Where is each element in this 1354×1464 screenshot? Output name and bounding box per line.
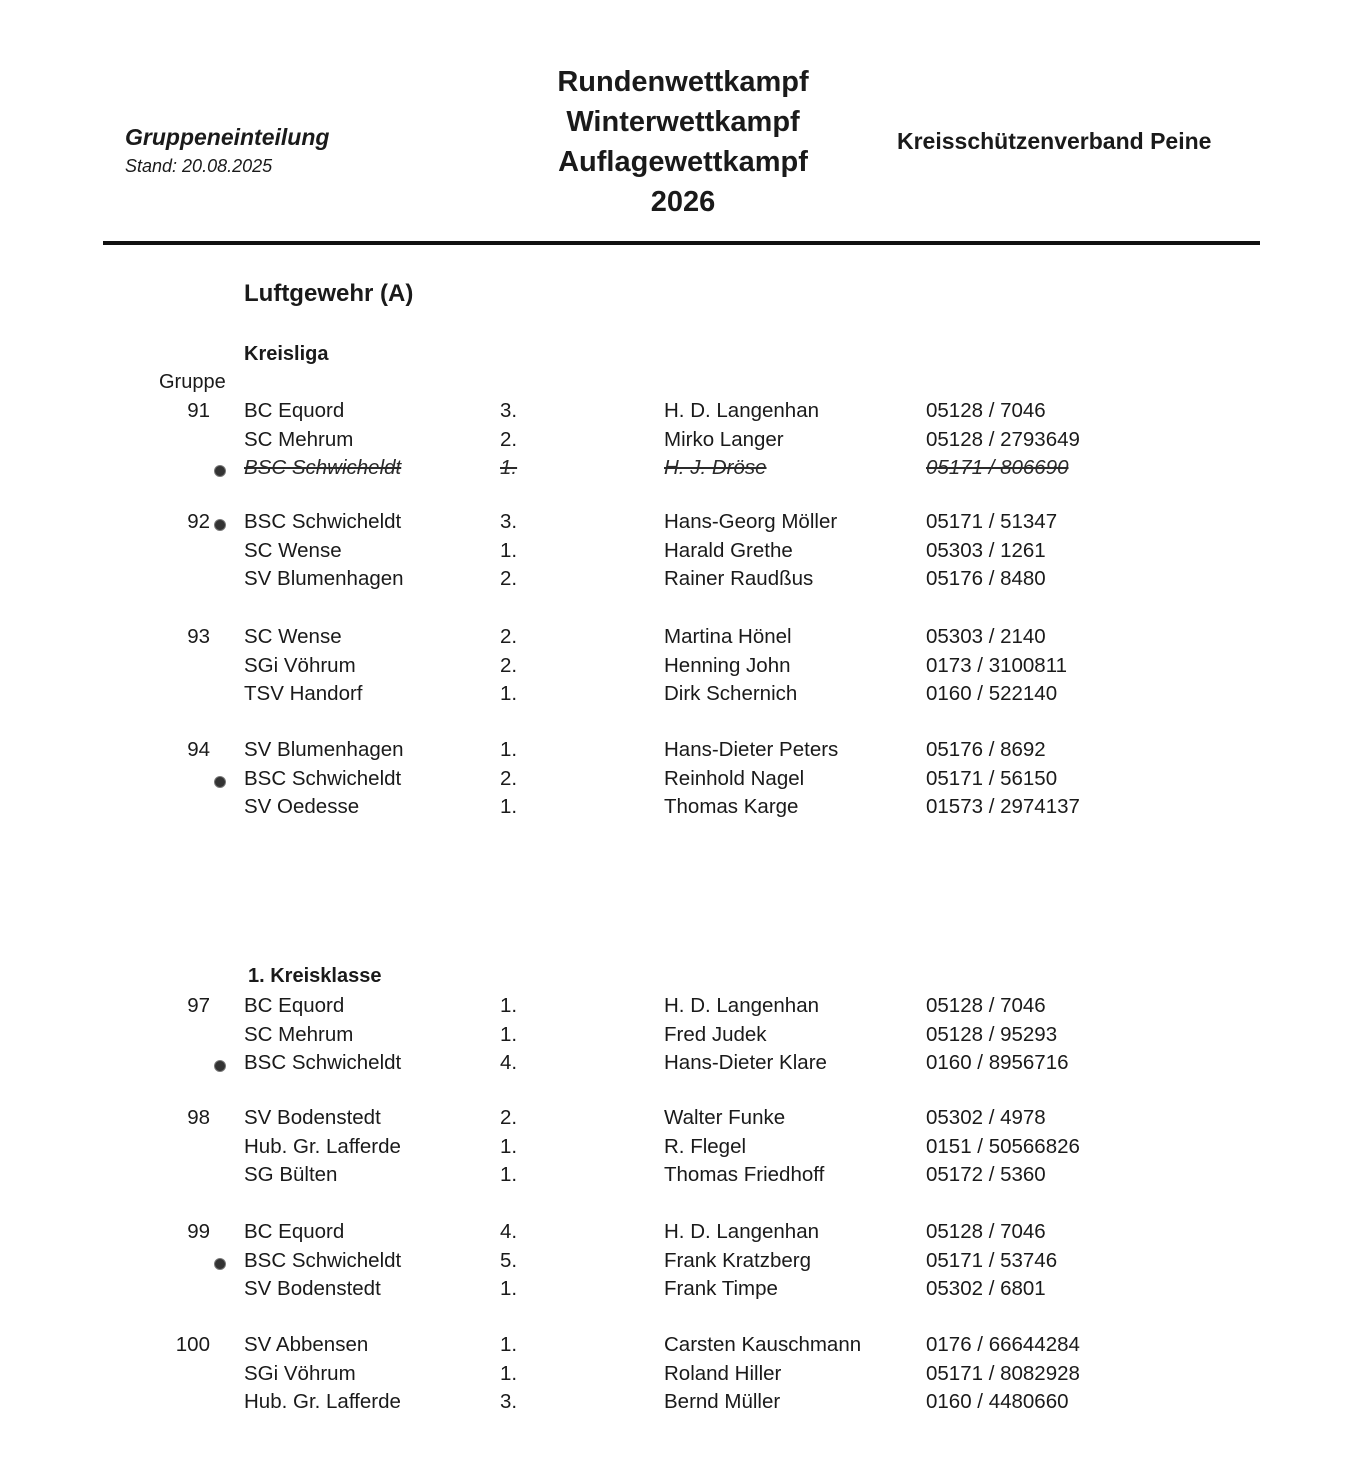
group-number: 94 [187, 738, 210, 761]
phone-number: 0160 / 4480660 [926, 1390, 1069, 1413]
contact-name: Hans-Georg Möller [664, 510, 838, 533]
header-divider [103, 241, 1260, 245]
contact-name: Henning John [664, 653, 791, 677]
table-row [0, 682, 1354, 710]
table-row [0, 1106, 1354, 1134]
phone-number: 05171 / 51347 [926, 510, 1058, 533]
table-row [0, 1051, 1354, 1079]
table-row [0, 994, 1354, 1022]
contact-name: Hans-Dieter Klare [664, 1051, 827, 1074]
phone-number: 0173 / 3100811 [926, 653, 1067, 677]
table-row [0, 567, 1354, 595]
phone-number: 05128 / 7046 [926, 1220, 1046, 1243]
team-name: SV Abbensen [244, 1333, 369, 1356]
table-row [0, 1249, 1354, 1277]
table-row [0, 767, 1354, 795]
team-name: SC Wense [244, 538, 342, 562]
page-title-line-3: Auflagewettkampf [558, 146, 808, 178]
phone-number: 05171 / 806690 [926, 456, 1069, 479]
group-number: 98 [187, 1106, 210, 1129]
team-name: BSC Schwicheldt [244, 766, 402, 790]
doc-subtitle: Gruppeneinteilung [125, 124, 330, 150]
contact-name: Martina Hönel [664, 625, 792, 648]
team-rank: 1. [500, 1022, 518, 1046]
table-row [0, 456, 1354, 484]
team-name: BC Equord [244, 1220, 345, 1243]
table-row [0, 1333, 1354, 1361]
phone-number: 05128 / 2793649 [926, 427, 1080, 451]
league-title: Kreisliga [244, 343, 329, 365]
bullet-dot-icon [214, 1060, 228, 1072]
status-date: Stand: 20.08.2025 [125, 156, 273, 176]
contact-name: H. D. Langenhan [664, 994, 820, 1017]
team-rank: 1. [500, 538, 518, 562]
section-title: Luftgewehr (A) [244, 280, 414, 307]
phone-number: 05176 / 8692 [926, 738, 1046, 761]
phone-number: 05303 / 2140 [926, 625, 1046, 648]
phone-number: 0160 / 8956716 [926, 1051, 1069, 1074]
team-name: BC Equord [244, 399, 345, 422]
phone-number: 05128 / 95293 [926, 1022, 1058, 1046]
team-name: BC Equord [244, 994, 345, 1017]
contact-name: Rainer Raudßus [664, 567, 814, 590]
phone-number: 05176 / 8480 [926, 567, 1046, 590]
contact-name: Thomas Friedhoff [664, 1163, 825, 1186]
group-number: 92 [187, 510, 210, 533]
contact-name: Frank Timpe [664, 1277, 778, 1300]
team-rank: 1. [500, 994, 518, 1017]
contact-name: Reinhold Nagel [664, 766, 805, 790]
contact-name: Dirk Schernich [664, 682, 798, 705]
team-rank: 2. [500, 625, 518, 648]
team-rank: 1. [500, 1333, 518, 1356]
league-title: 1. Kreisklasse [248, 965, 382, 987]
team-name: SGi Vöhrum [244, 1361, 356, 1385]
contact-name: Roland Hiller [664, 1361, 782, 1385]
phone-number: 05171 / 53746 [926, 1248, 1058, 1272]
phone-number: 05172 / 5360 [926, 1163, 1046, 1186]
table-row [0, 1023, 1354, 1051]
table-row [0, 1362, 1354, 1390]
phone-number: 05303 / 1261 [926, 538, 1046, 562]
table-row [0, 795, 1354, 823]
contact-name: Walter Funke [664, 1106, 786, 1129]
team-rank: 1. [500, 682, 518, 705]
group-column-label: Gruppe [159, 371, 226, 393]
team-rank: 2. [500, 567, 518, 590]
team-rank: 1. [500, 795, 518, 818]
team-rank: 5. [500, 1248, 518, 1272]
contact-name: Frank Kratzberg [664, 1248, 811, 1272]
bullet-dot-icon [214, 776, 228, 788]
team-name: BSC Schwicheldt [244, 510, 402, 533]
team-rank: 2. [500, 766, 518, 790]
team-name: SGi Vöhrum [244, 653, 356, 677]
team-name: TSV Handorf [244, 682, 363, 705]
team-name: BSC Schwicheldt [244, 456, 402, 479]
contact-name: H. D. Langenhan [664, 399, 820, 422]
table-row [0, 738, 1354, 766]
team-rank: 4. [500, 1220, 518, 1243]
contact-name: Harald Grethe [664, 538, 793, 562]
team-rank: 1. [500, 1361, 518, 1385]
bullet-dot-icon [214, 465, 228, 477]
phone-number: 05128 / 7046 [926, 994, 1046, 1017]
team-name: BSC Schwicheldt [244, 1051, 402, 1074]
table-row [0, 654, 1354, 682]
page-title-line-2: Winterwettkampf [566, 106, 800, 138]
table-row [0, 1135, 1354, 1163]
phone-number: 05302 / 6801 [926, 1277, 1046, 1300]
team-rank: 1. [500, 456, 518, 479]
contact-name: Hans-Dieter Peters [664, 738, 839, 761]
team-name: SC Mehrum [244, 427, 354, 451]
contact-name: R. Flegel [664, 1134, 747, 1158]
organization-name: Kreisschützenverband Peine [897, 128, 1212, 154]
group-number: 91 [187, 399, 210, 422]
team-rank: 2. [500, 427, 518, 451]
phone-number: 0160 / 522140 [926, 682, 1058, 705]
team-rank: 2. [500, 653, 518, 677]
contact-name: H. D. Langenhan [664, 1220, 820, 1243]
team-name: SV Blumenhagen [244, 738, 404, 761]
team-rank: 2. [500, 1106, 518, 1129]
phone-number: 05171 / 56150 [926, 766, 1058, 790]
team-rank: 3. [500, 1390, 518, 1413]
team-name: SV Oedesse [244, 795, 360, 818]
phone-number: 0176 / 66644284 [926, 1333, 1080, 1356]
team-rank: 3. [500, 399, 518, 422]
team-name: SV Blumenhagen [244, 567, 404, 590]
team-rank: 1. [500, 1163, 518, 1186]
team-rank: 4. [500, 1051, 518, 1074]
group-number: 93 [187, 625, 210, 648]
team-name: SC Wense [244, 625, 342, 648]
phone-number: 05171 / 8082928 [926, 1361, 1080, 1385]
team-name: SV Bodenstedt [244, 1106, 381, 1129]
group-number: 100 [175, 1333, 210, 1356]
team-name: Hub. Gr. Lafferde [244, 1390, 401, 1413]
group-number: 99 [187, 1220, 210, 1243]
team-name: SC Mehrum [244, 1022, 354, 1046]
group-number: 97 [187, 994, 210, 1017]
phone-number: 0151 / 50566826 [926, 1134, 1080, 1158]
team-name: BSC Schwicheldt [244, 1248, 402, 1272]
phone-number: 05128 / 7046 [926, 399, 1046, 422]
table-row [0, 625, 1354, 653]
contact-name: Carsten Kauschmann [664, 1333, 862, 1356]
team-rank: 1. [500, 1134, 518, 1158]
contact-name: Mirko Langer [664, 427, 784, 451]
table-row [0, 539, 1354, 567]
bullet-dot-icon [214, 519, 228, 531]
team-rank: 1. [500, 1277, 518, 1300]
contact-name: Bernd Müller [664, 1390, 781, 1413]
table-row [0, 399, 1354, 427]
contact-name: H. J. Dröse [664, 456, 767, 479]
table-row [0, 428, 1354, 456]
team-rank: 3. [500, 510, 518, 533]
table-row [0, 1220, 1354, 1248]
team-rank: 1. [500, 738, 518, 761]
contact-name: Fred Judek [664, 1022, 767, 1046]
team-name: Hub. Gr. Lafferde [244, 1134, 401, 1158]
page-title-line-1: Rundenwettkampf [557, 66, 809, 98]
contact-name: Thomas Karge [664, 795, 799, 818]
table-row [0, 1390, 1354, 1418]
team-name: SG Bülten [244, 1163, 338, 1186]
team-name: SV Bodenstedt [244, 1277, 381, 1300]
bullet-dot-icon [214, 1258, 228, 1270]
table-row [0, 510, 1354, 538]
phone-number: 01573 / 2974137 [926, 795, 1080, 818]
page-title-year: 2026 [650, 186, 716, 218]
table-row [0, 1163, 1354, 1191]
table-row [0, 1277, 1354, 1305]
phone-number: 05302 / 4978 [926, 1106, 1046, 1129]
